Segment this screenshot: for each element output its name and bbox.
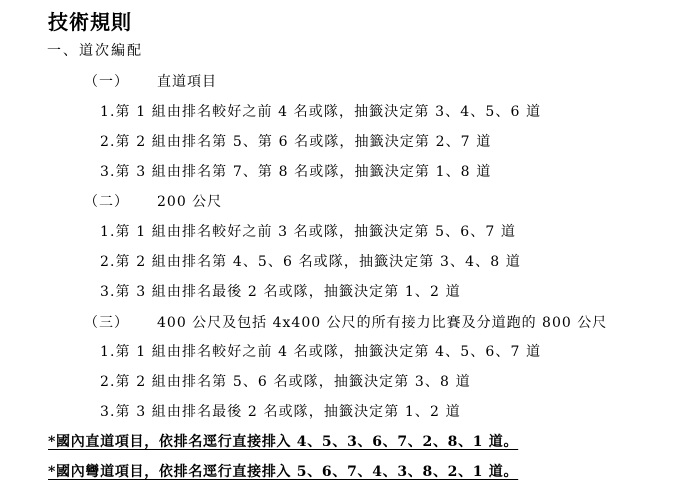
rule-item: 3.第 3 組由排名第 7、第 8 名或隊，抽籤決定第 1、8 道 bbox=[100, 164, 492, 180]
rule-item: 2.第 2 組由排名第 5、6 名或隊，抽籤決定第 3、8 道 bbox=[100, 374, 471, 390]
rule-item: 3.第 3 組由排名最後 2 名或隊，抽籤決定第 1、2 道 bbox=[100, 404, 461, 420]
subsection-number: （二） bbox=[84, 194, 129, 210]
subsection-title: 400 公尺及包括 4x400 公尺的所有接力比賽及分道跑的 800 公尺 bbox=[157, 315, 608, 331]
note-straight-events: *國內直道項目，依排名逕行直接排入 4、5、3、6、7、2、8、1 道。 bbox=[48, 434, 519, 450]
subsection-number: （一） bbox=[84, 74, 129, 90]
subsection-number: （三） bbox=[84, 315, 129, 331]
subsection-title: 200 公尺 bbox=[157, 194, 223, 210]
section-heading: 一、道次編配 bbox=[47, 43, 143, 59]
rule-item: 1.第 1 組由排名較好之前 3 名或隊，抽籤決定第 5、6、7 道 bbox=[100, 224, 516, 240]
rule-item: 2.第 2 組由排名第 5、第 6 名或隊，抽籤決定第 2、7 道 bbox=[100, 134, 492, 150]
document-title: 技術規則 bbox=[48, 10, 132, 34]
rule-item: 1.第 1 組由排名較好之前 4 名或隊，抽籤決定第 4、5、6、7 道 bbox=[100, 344, 542, 360]
rule-item: 3.第 3 組由排名最後 2 名或隊，抽籤決定第 1、2 道 bbox=[100, 284, 461, 300]
rule-item: 1.第 1 組由排名較好之前 4 名或隊，抽籤決定第 3、4、5、6 道 bbox=[100, 104, 542, 120]
subsection-title: 直道項目 bbox=[157, 74, 217, 90]
note-curve-events: *國內彎道項目，依排名逕行直接排入 5、6、7、4、3、8、2、1 道。 bbox=[48, 464, 519, 480]
rule-item: 2.第 2 組由排名第 4、5、6 名或隊，抽籤決定第 3、4、8 道 bbox=[100, 254, 521, 270]
